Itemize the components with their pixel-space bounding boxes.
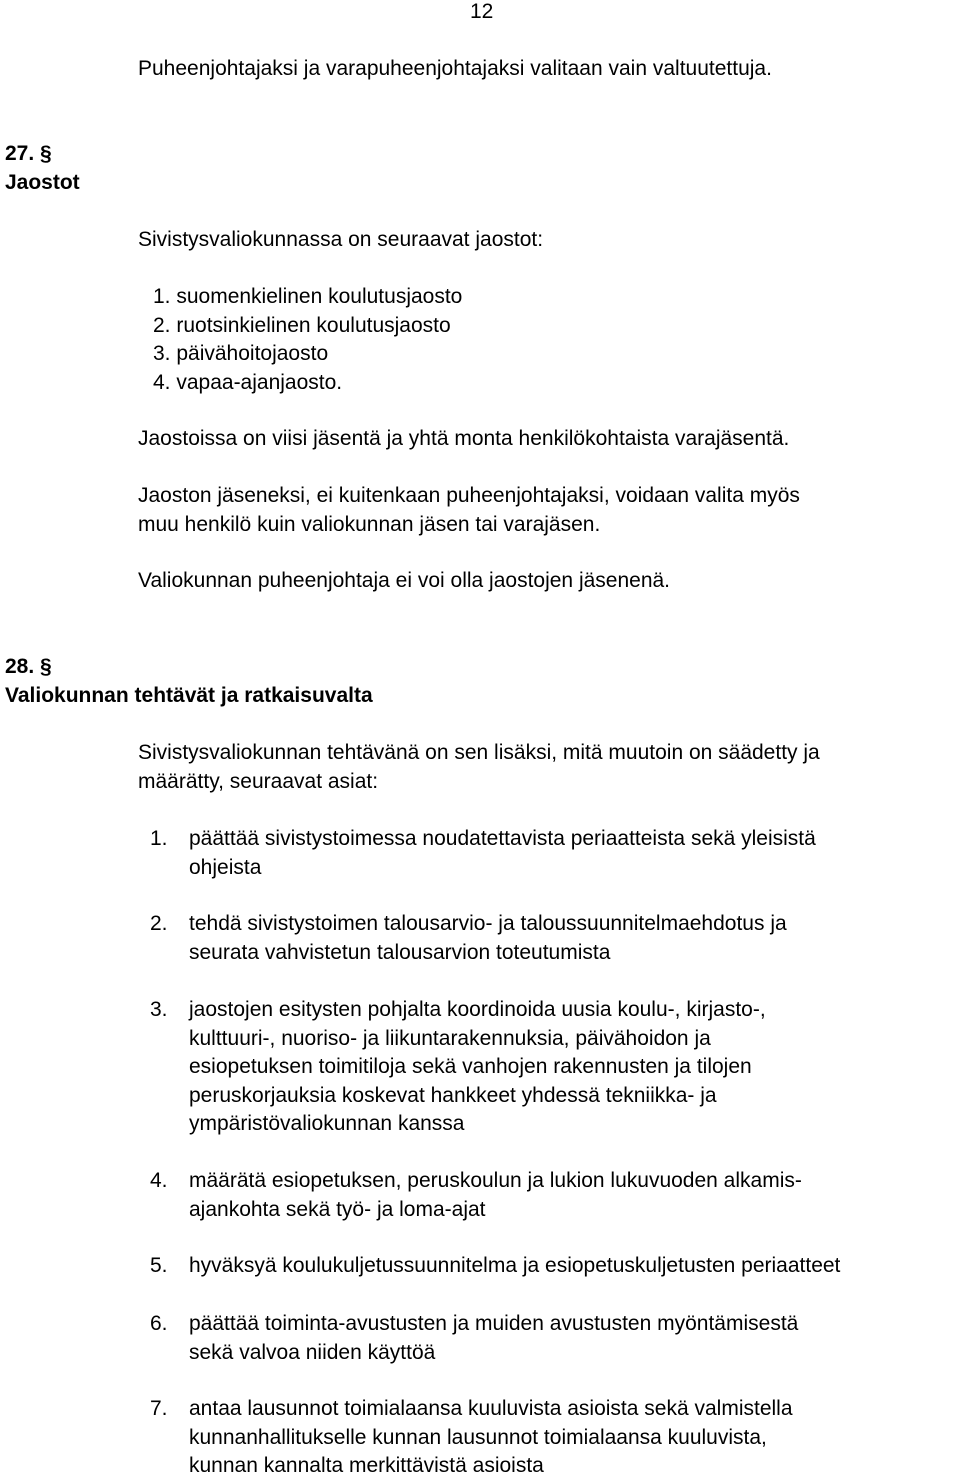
page-number: 12 <box>470 0 494 23</box>
task-line: määrätä esiopetuksen, peruskoulun ja lukion lukuvuoden alkamis- <box>189 1169 802 1192</box>
task-line: päättää toiminta-avustusten ja muiden avustusten myöntämisestä <box>189 1312 799 1335</box>
task-text <box>189 825 960 882</box>
section-28-heading <box>5 653 373 710</box>
task-line: tehdä sivistystoimen talousarvio- ja taloussuunnitelmaehdotus ja <box>189 912 787 935</box>
task-line: esiopetuksen toimitiloja sekä vanhojen rakennusten ja tilojen <box>189 1055 752 1078</box>
task-text <box>189 910 960 967</box>
section-27-para-3: Valiokunnan puheenjohtaja ei voi olla jaostojen jäsenenä. <box>138 569 671 592</box>
task-number: 4. <box>150 1169 168 1192</box>
section-28-number-line <box>5 653 373 682</box>
section-27-number: 27. <box>5 142 35 165</box>
section-28-number: 28. <box>5 655 35 678</box>
section-symbol: § <box>40 142 52 165</box>
task-text <box>189 1310 960 1367</box>
task-line: antaa lausunnot toimialaansa kuuluvista asioista sekä valmistella <box>189 1397 793 1420</box>
paragraph-line: Sivistysvaliokunnan tehtävänä on sen lisäksi, mitä muutoin on säädetty ja <box>138 741 820 764</box>
task-number: 2. <box>150 912 168 935</box>
section-27-lead: Sivistysvaliokunnassa on seuraavat jaostot: <box>138 228 544 251</box>
task-line: kunnanhallitukselle kunnan lausunnot toimialaansa kuuluvista, <box>189 1425 767 1449</box>
section-27-para-2 <box>138 482 953 539</box>
task-line: kulttuuri-, nuoriso- ja liikuntarakennuksia, päivähoidon ja <box>189 1026 711 1050</box>
jaosto-list <box>153 283 953 397</box>
section-symbol: § <box>40 655 52 678</box>
task-number: 7. <box>150 1397 168 1420</box>
task-number: 1. <box>150 827 168 850</box>
task-line: hyväksyä koulukuljetussuunnitelma ja esiopetuskuljetusten periaatteet <box>189 1254 841 1277</box>
list-item: 1. suomenkielinen koulutusjaosto <box>153 285 463 308</box>
section-27-heading <box>5 140 80 197</box>
paragraph-line: Jaoston jäseneksi, ei kuitenkaan puheenjohtajaksi, voidaan valita myös <box>138 484 800 507</box>
task-text <box>189 1395 960 1481</box>
section-28-lead <box>138 739 953 796</box>
task-number: 6. <box>150 1312 168 1335</box>
task-line: seurata vahvistetun talousarvion toteutumista <box>189 940 611 964</box>
task-line: ympäristövaliokunnan kanssa <box>189 1112 465 1135</box>
section-27-para-1: Jaostoissa on viisi jäsentä ja yhtä monta henkilökohtaista varajäsentä. <box>138 427 790 450</box>
task-line: ohjeista <box>189 855 262 879</box>
list-item: 2. ruotsinkielinen koulutusjaosto <box>153 313 451 337</box>
task-text <box>189 996 960 1139</box>
list-item: 4. vapaa-ajanjaosto. <box>153 370 343 394</box>
task-text <box>189 1167 960 1224</box>
task-line: kunnan kannalta merkittävistä asioista <box>189 1454 544 1477</box>
task-text <box>189 1252 960 1281</box>
task-line: peruskorjauksia koskevat hankkeet yhdessä tekniikka- ja <box>189 1083 717 1107</box>
task-number: 5. <box>150 1254 168 1277</box>
list-item: 3. päivähoitojaosto <box>153 342 329 365</box>
section-27-number-line <box>5 140 80 169</box>
section-27-title: Jaostot <box>5 170 80 194</box>
task-line: ajankohta sekä työ- ja loma-ajat <box>189 1197 486 1221</box>
task-number: 3. <box>150 998 168 1021</box>
intro-paragraph: Puheenjohtajaksi ja varapuheenjohtajaksi valitaan vain valtuutettuja. <box>138 57 772 80</box>
task-line: päättää sivistystoimessa noudatettavista periaatteista sekä yleisistä <box>189 827 816 850</box>
paragraph-line: muu henkilö kuin valiokunnan jäsen tai varajäsen. <box>138 512 601 536</box>
task-line: sekä valvoa niiden käyttöä <box>189 1340 436 1364</box>
task-line: jaostojen esitysten pohjalta koordinoida uusia koulu-, kirjasto-, <box>189 998 766 1021</box>
paragraph-line: määrätty, seuraavat asiat: <box>138 769 379 793</box>
section-28-title: Valiokunnan tehtävät ja ratkaisuvalta <box>5 683 373 707</box>
